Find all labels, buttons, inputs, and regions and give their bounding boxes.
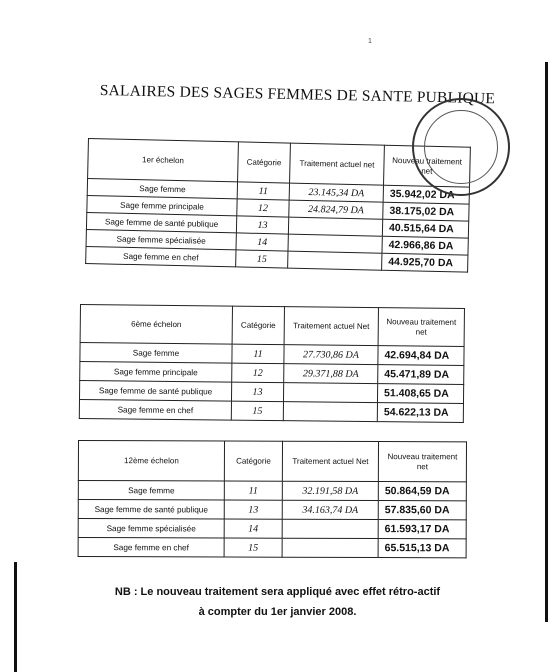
note-line-1: NB : Le nouveau traitement sera appliqué avec effet rétro-actif [114,586,441,598]
official-stamp [412,98,510,196]
row-categorie: 11 [224,481,282,500]
header-echelon: 6ème échelon [80,305,232,345]
row-label: Sage femme de santé publique [86,212,236,232]
row-nouveau-traitement: 65.515,13 DA [378,539,466,558]
row-label: Sage femme spécialisée [78,519,224,539]
header-nouveau-traitement: Nouveau traitement net [378,442,466,482]
header-nouveau-traitement: Nouveau traitement net [384,145,471,187]
table-row [78,519,466,539]
row-nouveau-traitement: 61.593,17 DA [378,520,466,539]
row-nouveau-traitement: 42.966,86 DA [382,236,468,255]
row-label: Sage femme [87,179,237,199]
header-nouveau-traitement: Nouveau traitement net [378,308,464,347]
row-nouveau-traitement: 42.694,84 DA [378,346,464,366]
header-categorie: Catégorie [238,142,291,183]
row-traitement-actuel [283,383,377,403]
row-traitement-actuel: 29.371,88 DA [284,364,378,384]
scan-edge-left [14,562,17,672]
row-traitement-actuel: 24.824,79 DA [289,200,383,219]
row-nouveau-traitement: 44.925,70 DA [382,253,468,272]
row-label: Sage femme spécialisée [86,229,236,249]
row-traitement-actuel: 32.191,58 DA [282,481,378,500]
table-row [78,500,466,520]
row-nouveau-traitement: 45.471,89 DA [378,365,464,385]
row-categorie: 11 [232,344,284,364]
row-label: Sage femme en chef [79,400,231,421]
row-traitement-actuel [288,234,382,253]
row-categorie: 11 [237,182,289,200]
row-categorie: 14 [224,519,282,538]
header-traitement-actuel: Traitement actuel Net [282,441,378,481]
table-row [78,481,466,501]
row-label: Sage femme de santé publique [78,500,224,520]
row-categorie: 15 [224,538,282,557]
row-categorie: 13 [231,382,283,402]
table-row [79,400,463,423]
row-traitement-actuel [282,538,378,557]
note-line-2: à compter du 1er janvier 2008. [198,606,357,618]
scan-edge-right [545,62,548,622]
row-nouveau-traitement: 50.864,59 DA [378,482,466,501]
row-nouveau-traitement: 40.515,64 DA [382,219,468,238]
table-12eme-echelon [78,440,467,558]
row-traitement-actuel [283,402,377,422]
row-nouveau-traitement: 35.942,02 DA [383,185,469,204]
header-traitement-actuel: Traitement actuel net [290,143,385,185]
row-nouveau-traitement: 51.408,65 DA [377,384,463,404]
page-title: SALAIRES DES SAGES FEMMES DE SANTE PUBLIQUE [99,82,496,108]
row-categorie: 12 [237,199,289,217]
row-categorie: 15 [236,250,288,268]
note [0,582,555,622]
header-categorie: Catégorie [224,441,282,481]
row-label: Sage femme principale [87,195,237,215]
row-traitement-actuel [288,251,382,270]
row-nouveau-traitement: 38.175,02 DA [383,202,469,221]
table-6eme-echelon [79,304,465,423]
row-label: Sage femme de santé publique [79,381,231,402]
row-label: Sage femme [80,343,232,364]
row-nouveau-traitement: 54.622,13 DA [377,403,463,423]
row-traitement-actuel [288,217,382,236]
header-categorie: Catégorie [232,306,284,345]
row-categorie: 14 [236,233,288,251]
row-traitement-actuel: 23.145,34 DA [289,183,383,202]
page-number: 1 [368,38,372,45]
row-nouveau-traitement: 57.835,60 DA [378,501,466,520]
header-traitement-actuel: Traitement actuel Net [284,307,378,346]
header-echelon: 12ème échelon [78,441,224,482]
stamp-inner-ring [424,110,498,184]
table-row [78,538,466,558]
header-echelon: 1er échelon [88,139,239,182]
row-categorie: 15 [231,401,283,421]
row-traitement-actuel: 34.163,74 DA [282,500,378,519]
row-traitement-actuel [282,519,378,538]
row-label: Sage femme principale [80,362,232,383]
row-label: Sage femme en chef [78,538,224,558]
row-categorie: 12 [232,363,284,383]
row-categorie: 13 [224,500,282,519]
row-traitement-actuel: 27.730,86 DA [284,345,378,365]
row-categorie: 13 [236,216,288,234]
row-label: Sage femme en chef [86,246,236,266]
row-label: Sage femme [78,481,224,501]
